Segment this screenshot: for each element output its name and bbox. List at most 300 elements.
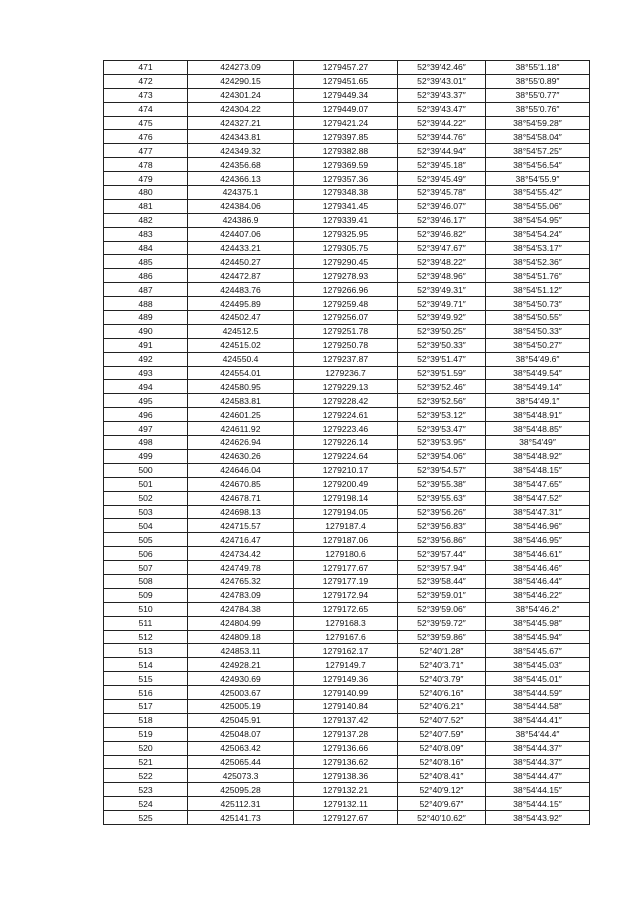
longitude-cell: 38°54′55.9″ xyxy=(486,172,590,186)
latitude-cell: 52°39′53.47″ xyxy=(398,422,486,436)
table-row xyxy=(104,644,590,658)
longitude-cell: 38°54′46.44″ xyxy=(486,574,590,588)
latitude-cell: 52°39′56.83″ xyxy=(398,519,486,533)
longitude-cell: 38°54′55.06″ xyxy=(486,199,590,213)
x-coordinate-cell: 424433.21 xyxy=(188,241,294,255)
table-row xyxy=(104,255,590,269)
y-coordinate-cell: 1279305.75 xyxy=(294,241,398,255)
latitude-cell: 52°39′45.18″ xyxy=(398,158,486,172)
longitude-cell: 38°54′49″ xyxy=(486,436,590,450)
table-row xyxy=(104,213,590,227)
x-coordinate-cell: 424626.94 xyxy=(188,436,294,450)
x-coordinate-cell: 425073.3 xyxy=(188,769,294,783)
y-coordinate-cell: 1279224.61 xyxy=(294,408,398,422)
point-number-cell: 481 xyxy=(104,199,188,213)
latitude-cell: 52°39′46.82″ xyxy=(398,227,486,241)
longitude-cell: 38°54′45.67″ xyxy=(486,644,590,658)
latitude-cell: 52°39′46.17″ xyxy=(398,213,486,227)
y-coordinate-cell: 1279250.78 xyxy=(294,338,398,352)
longitude-cell: 38°54′46.46″ xyxy=(486,561,590,575)
latitude-cell: 52°39′56.86″ xyxy=(398,533,486,547)
point-number-cell: 493 xyxy=(104,366,188,380)
table-row xyxy=(104,352,590,366)
point-number-cell: 505 xyxy=(104,533,188,547)
table-row xyxy=(104,616,590,630)
table-row xyxy=(104,324,590,338)
table-row xyxy=(104,144,590,158)
longitude-cell: 38°54′46.95″ xyxy=(486,533,590,547)
latitude-cell: 52°40′10.62″ xyxy=(398,811,486,825)
longitude-cell: 38°54′50.27″ xyxy=(486,338,590,352)
y-coordinate-cell: 1279180.6 xyxy=(294,547,398,561)
x-coordinate-cell: 424386.9 xyxy=(188,213,294,227)
point-number-cell: 488 xyxy=(104,297,188,311)
table-row xyxy=(104,283,590,297)
latitude-cell: 52°39′45.49″ xyxy=(398,172,486,186)
latitude-cell: 52°40′3.71″ xyxy=(398,658,486,672)
longitude-cell: 38°54′45.98″ xyxy=(486,616,590,630)
table-row xyxy=(104,463,590,477)
x-coordinate-cell: 424502.47 xyxy=(188,311,294,325)
point-number-cell: 471 xyxy=(104,61,188,75)
latitude-cell: 52°40′6.21″ xyxy=(398,699,486,713)
table-row xyxy=(104,130,590,144)
y-coordinate-cell: 1279167.6 xyxy=(294,630,398,644)
table-row xyxy=(104,658,590,672)
y-coordinate-cell: 1279449.07 xyxy=(294,102,398,116)
x-coordinate-cell: 425048.07 xyxy=(188,727,294,741)
table-row xyxy=(104,74,590,88)
latitude-cell: 52°39′54.06″ xyxy=(398,449,486,463)
y-coordinate-cell: 1279421.24 xyxy=(294,116,398,130)
table-row xyxy=(104,116,590,130)
longitude-cell: 38°54′54.24″ xyxy=(486,227,590,241)
point-number-cell: 491 xyxy=(104,338,188,352)
longitude-cell: 38°54′44.15″ xyxy=(486,797,590,811)
point-number-cell: 483 xyxy=(104,227,188,241)
y-coordinate-cell: 1279172.94 xyxy=(294,588,398,602)
y-coordinate-cell: 1279236.7 xyxy=(294,366,398,380)
x-coordinate-cell: 424450.27 xyxy=(188,255,294,269)
x-coordinate-cell: 424580.95 xyxy=(188,380,294,394)
point-number-cell: 495 xyxy=(104,394,188,408)
longitude-cell: 38°54′55.42″ xyxy=(486,186,590,200)
longitude-cell: 38°54′46.22″ xyxy=(486,588,590,602)
x-coordinate-cell: 424327.21 xyxy=(188,116,294,130)
point-number-cell: 477 xyxy=(104,144,188,158)
latitude-cell: 52°39′57.44″ xyxy=(398,547,486,561)
table-row xyxy=(104,199,590,213)
x-coordinate-cell: 424515.02 xyxy=(188,338,294,352)
coordinates-table xyxy=(103,60,590,825)
table-row xyxy=(104,477,590,491)
table-row xyxy=(104,574,590,588)
longitude-cell: 38°54′45.94″ xyxy=(486,630,590,644)
point-number-cell: 521 xyxy=(104,755,188,769)
table-row xyxy=(104,699,590,713)
x-coordinate-cell: 424804.99 xyxy=(188,616,294,630)
table-row xyxy=(104,61,590,75)
longitude-cell: 38°55′0.77″ xyxy=(486,88,590,102)
latitude-cell: 52°39′44.22″ xyxy=(398,116,486,130)
point-number-cell: 480 xyxy=(104,186,188,200)
table-row xyxy=(104,602,590,616)
latitude-cell: 52°39′59.01″ xyxy=(398,588,486,602)
longitude-cell: 38°54′46.61″ xyxy=(486,547,590,561)
point-number-cell: 482 xyxy=(104,213,188,227)
table-row xyxy=(104,186,590,200)
latitude-cell: 52°40′3.79″ xyxy=(398,672,486,686)
y-coordinate-cell: 1279357.36 xyxy=(294,172,398,186)
point-number-cell: 516 xyxy=(104,686,188,700)
x-coordinate-cell: 424304.22 xyxy=(188,102,294,116)
y-coordinate-cell: 1279127.67 xyxy=(294,811,398,825)
table-row xyxy=(104,422,590,436)
table-row xyxy=(104,505,590,519)
point-number-cell: 508 xyxy=(104,574,188,588)
point-number-cell: 478 xyxy=(104,158,188,172)
longitude-cell: 38°54′45.01″ xyxy=(486,672,590,686)
y-coordinate-cell: 1279177.19 xyxy=(294,574,398,588)
x-coordinate-cell: 424495.89 xyxy=(188,297,294,311)
latitude-cell: 52°39′42.46″ xyxy=(398,61,486,75)
y-coordinate-cell: 1279259.48 xyxy=(294,297,398,311)
longitude-cell: 38°54′44.47″ xyxy=(486,769,590,783)
latitude-cell: 52°40′7.52″ xyxy=(398,713,486,727)
longitude-cell: 38°54′44.58″ xyxy=(486,699,590,713)
table-row xyxy=(104,241,590,255)
y-coordinate-cell: 1279198.14 xyxy=(294,491,398,505)
longitude-cell: 38°54′46.2″ xyxy=(486,602,590,616)
y-coordinate-cell: 1279451.65 xyxy=(294,74,398,88)
point-number-cell: 486 xyxy=(104,269,188,283)
longitude-cell: 38°54′44.41″ xyxy=(486,713,590,727)
x-coordinate-cell: 424630.26 xyxy=(188,449,294,463)
latitude-cell: 52°39′52.46″ xyxy=(398,380,486,394)
latitude-cell: 52°39′49.71″ xyxy=(398,297,486,311)
point-number-cell: 507 xyxy=(104,561,188,575)
point-number-cell: 512 xyxy=(104,630,188,644)
point-number-cell: 524 xyxy=(104,797,188,811)
x-coordinate-cell: 424853.11 xyxy=(188,644,294,658)
longitude-cell: 38°54′49.14″ xyxy=(486,380,590,394)
point-number-cell: 503 xyxy=(104,505,188,519)
x-coordinate-cell: 424698.13 xyxy=(188,505,294,519)
longitude-cell: 38°54′49.1″ xyxy=(486,394,590,408)
latitude-cell: 52°40′8.16″ xyxy=(398,755,486,769)
x-coordinate-cell: 425003.67 xyxy=(188,686,294,700)
y-coordinate-cell: 1279149.7 xyxy=(294,658,398,672)
point-number-cell: 499 xyxy=(104,449,188,463)
x-coordinate-cell: 424343.81 xyxy=(188,130,294,144)
table-row xyxy=(104,672,590,686)
latitude-cell: 52°39′55.38″ xyxy=(398,477,486,491)
x-coordinate-cell: 424749.78 xyxy=(188,561,294,575)
x-coordinate-cell: 424384.06 xyxy=(188,199,294,213)
point-number-cell: 519 xyxy=(104,727,188,741)
table-row xyxy=(104,227,590,241)
latitude-cell: 52°39′56.26″ xyxy=(398,505,486,519)
x-coordinate-cell: 424356.68 xyxy=(188,158,294,172)
latitude-cell: 52°39′58.44″ xyxy=(398,574,486,588)
longitude-cell: 38°54′50.73″ xyxy=(486,297,590,311)
point-number-cell: 514 xyxy=(104,658,188,672)
latitude-cell: 52°40′8.41″ xyxy=(398,769,486,783)
x-coordinate-cell: 424375.1 xyxy=(188,186,294,200)
y-coordinate-cell: 1279149.36 xyxy=(294,672,398,686)
point-number-cell: 513 xyxy=(104,644,188,658)
latitude-cell: 52°40′7.59″ xyxy=(398,727,486,741)
table-row xyxy=(104,797,590,811)
longitude-cell: 38°54′44.37″ xyxy=(486,755,590,769)
longitude-cell: 38°54′43.92″ xyxy=(486,811,590,825)
point-number-cell: 489 xyxy=(104,311,188,325)
point-number-cell: 525 xyxy=(104,811,188,825)
table-row xyxy=(104,491,590,505)
longitude-cell: 38°54′53.17″ xyxy=(486,241,590,255)
point-number-cell: 494 xyxy=(104,380,188,394)
latitude-cell: 52°39′44.94″ xyxy=(398,144,486,158)
y-coordinate-cell: 1279210.17 xyxy=(294,463,398,477)
table-row xyxy=(104,311,590,325)
latitude-cell: 52°39′52.56″ xyxy=(398,394,486,408)
y-coordinate-cell: 1279138.36 xyxy=(294,769,398,783)
point-number-cell: 501 xyxy=(104,477,188,491)
table-row xyxy=(104,755,590,769)
x-coordinate-cell: 424670.85 xyxy=(188,477,294,491)
latitude-cell: 52°39′59.86″ xyxy=(398,630,486,644)
latitude-cell: 52°40′1.28″ xyxy=(398,644,486,658)
point-number-cell: 498 xyxy=(104,436,188,450)
longitude-cell: 38°55′0.89″ xyxy=(486,74,590,88)
y-coordinate-cell: 1279162.17 xyxy=(294,644,398,658)
latitude-cell: 52°39′49.31″ xyxy=(398,283,486,297)
latitude-cell: 52°39′43.47″ xyxy=(398,102,486,116)
y-coordinate-cell: 1279256.07 xyxy=(294,311,398,325)
x-coordinate-cell: 425005.19 xyxy=(188,699,294,713)
x-coordinate-cell: 424783.09 xyxy=(188,588,294,602)
y-coordinate-cell: 1279177.67 xyxy=(294,561,398,575)
x-coordinate-cell: 424550.4 xyxy=(188,352,294,366)
longitude-cell: 38°54′51.12″ xyxy=(486,283,590,297)
longitude-cell: 38°54′57.25″ xyxy=(486,144,590,158)
longitude-cell: 38°54′47.65″ xyxy=(486,477,590,491)
point-number-cell: 523 xyxy=(104,783,188,797)
table-row xyxy=(104,547,590,561)
latitude-cell: 52°39′54.57″ xyxy=(398,463,486,477)
y-coordinate-cell: 1279140.99 xyxy=(294,686,398,700)
x-coordinate-cell: 424407.06 xyxy=(188,227,294,241)
y-coordinate-cell: 1279140.84 xyxy=(294,699,398,713)
longitude-cell: 38°54′48.85″ xyxy=(486,422,590,436)
latitude-cell: 52°40′9.67″ xyxy=(398,797,486,811)
y-coordinate-cell: 1279187.06 xyxy=(294,533,398,547)
longitude-cell: 38°54′51.76″ xyxy=(486,269,590,283)
point-number-cell: 476 xyxy=(104,130,188,144)
x-coordinate-cell: 424554.01 xyxy=(188,366,294,380)
latitude-cell: 52°40′6.16″ xyxy=(398,686,486,700)
y-coordinate-cell: 1279132.21 xyxy=(294,783,398,797)
point-number-cell: 509 xyxy=(104,588,188,602)
y-coordinate-cell: 1279382.88 xyxy=(294,144,398,158)
table-row xyxy=(104,588,590,602)
y-coordinate-cell: 1279339.41 xyxy=(294,213,398,227)
table-row xyxy=(104,533,590,547)
x-coordinate-cell: 424472.87 xyxy=(188,269,294,283)
y-coordinate-cell: 1279325.95 xyxy=(294,227,398,241)
table-row xyxy=(104,394,590,408)
table-row xyxy=(104,380,590,394)
table-row xyxy=(104,741,590,755)
longitude-cell: 38°54′45.03″ xyxy=(486,658,590,672)
x-coordinate-cell: 424784.38 xyxy=(188,602,294,616)
latitude-cell: 52°39′53.12″ xyxy=(398,408,486,422)
longitude-cell: 38°54′48.92″ xyxy=(486,449,590,463)
x-coordinate-cell: 425045.91 xyxy=(188,713,294,727)
latitude-cell: 52°39′47.67″ xyxy=(398,241,486,255)
latitude-cell: 52°39′50.25″ xyxy=(398,324,486,338)
latitude-cell: 52°39′49.92″ xyxy=(398,311,486,325)
longitude-cell: 38°54′59.28″ xyxy=(486,116,590,130)
x-coordinate-cell: 425063.42 xyxy=(188,741,294,755)
latitude-cell: 52°39′50.33″ xyxy=(398,338,486,352)
x-coordinate-cell: 424583.81 xyxy=(188,394,294,408)
longitude-cell: 38°54′48.15″ xyxy=(486,463,590,477)
point-number-cell: 487 xyxy=(104,283,188,297)
point-number-cell: 506 xyxy=(104,547,188,561)
table-row xyxy=(104,408,590,422)
longitude-cell: 38°54′44.15″ xyxy=(486,783,590,797)
x-coordinate-cell: 424928.21 xyxy=(188,658,294,672)
longitude-cell: 38°54′54.95″ xyxy=(486,213,590,227)
point-number-cell: 475 xyxy=(104,116,188,130)
latitude-cell: 52°39′43.01″ xyxy=(398,74,486,88)
y-coordinate-cell: 1279341.45 xyxy=(294,199,398,213)
longitude-cell: 38°54′56.54″ xyxy=(486,158,590,172)
latitude-cell: 52°39′53.95″ xyxy=(398,436,486,450)
y-coordinate-cell: 1279224.64 xyxy=(294,449,398,463)
table-row xyxy=(104,561,590,575)
longitude-cell: 38°54′46.96″ xyxy=(486,519,590,533)
y-coordinate-cell: 1279187.4 xyxy=(294,519,398,533)
point-number-cell: 479 xyxy=(104,172,188,186)
x-coordinate-cell: 424716.47 xyxy=(188,533,294,547)
y-coordinate-cell: 1279226.14 xyxy=(294,436,398,450)
table-row xyxy=(104,172,590,186)
latitude-cell: 52°39′59.72″ xyxy=(398,616,486,630)
x-coordinate-cell: 425112.31 xyxy=(188,797,294,811)
latitude-cell: 52°40′8.09″ xyxy=(398,741,486,755)
x-coordinate-cell: 425141.73 xyxy=(188,811,294,825)
x-coordinate-cell: 424349.32 xyxy=(188,144,294,158)
y-coordinate-cell: 1279172.65 xyxy=(294,602,398,616)
x-coordinate-cell: 424611.92 xyxy=(188,422,294,436)
table-row xyxy=(104,158,590,172)
table-row xyxy=(104,366,590,380)
y-coordinate-cell: 1279237.87 xyxy=(294,352,398,366)
y-coordinate-cell: 1279137.28 xyxy=(294,727,398,741)
latitude-cell: 52°39′44.76″ xyxy=(398,130,486,144)
longitude-cell: 38°54′48.91″ xyxy=(486,408,590,422)
x-coordinate-cell: 424483.76 xyxy=(188,283,294,297)
point-number-cell: 472 xyxy=(104,74,188,88)
y-coordinate-cell: 1279132.11 xyxy=(294,797,398,811)
x-coordinate-cell: 424765.32 xyxy=(188,574,294,588)
point-number-cell: 520 xyxy=(104,741,188,755)
x-coordinate-cell: 424601.25 xyxy=(188,408,294,422)
table-row xyxy=(104,88,590,102)
point-number-cell: 492 xyxy=(104,352,188,366)
latitude-cell: 52°39′45.78″ xyxy=(398,186,486,200)
longitude-cell: 38°54′58.04″ xyxy=(486,130,590,144)
table-row xyxy=(104,727,590,741)
y-coordinate-cell: 1279251.78 xyxy=(294,324,398,338)
y-coordinate-cell: 1279136.62 xyxy=(294,755,398,769)
table-row xyxy=(104,269,590,283)
point-number-cell: 515 xyxy=(104,672,188,686)
point-number-cell: 511 xyxy=(104,616,188,630)
latitude-cell: 52°39′51.47″ xyxy=(398,352,486,366)
point-number-cell: 496 xyxy=(104,408,188,422)
y-coordinate-cell: 1279223.46 xyxy=(294,422,398,436)
point-number-cell: 522 xyxy=(104,769,188,783)
x-coordinate-cell: 424715.57 xyxy=(188,519,294,533)
y-coordinate-cell: 1279168.3 xyxy=(294,616,398,630)
table-row xyxy=(104,338,590,352)
latitude-cell: 52°39′57.94″ xyxy=(398,561,486,575)
latitude-cell: 52°40′9.12″ xyxy=(398,783,486,797)
table-row xyxy=(104,686,590,700)
x-coordinate-cell: 424646.04 xyxy=(188,463,294,477)
longitude-cell: 38°54′52.36″ xyxy=(486,255,590,269)
y-coordinate-cell: 1279137.42 xyxy=(294,713,398,727)
table-row xyxy=(104,297,590,311)
table-row xyxy=(104,811,590,825)
x-coordinate-cell: 424273.09 xyxy=(188,61,294,75)
point-number-cell: 517 xyxy=(104,699,188,713)
latitude-cell: 52°39′48.22″ xyxy=(398,255,486,269)
coordinates-table-body xyxy=(104,61,590,825)
longitude-cell: 38°54′44.59″ xyxy=(486,686,590,700)
longitude-cell: 38°54′47.52″ xyxy=(486,491,590,505)
y-coordinate-cell: 1279229.13 xyxy=(294,380,398,394)
longitude-cell: 38°54′49.6″ xyxy=(486,352,590,366)
point-number-cell: 497 xyxy=(104,422,188,436)
y-coordinate-cell: 1279369.59 xyxy=(294,158,398,172)
longitude-cell: 38°54′44.4″ xyxy=(486,727,590,741)
longitude-cell: 38°54′44.37″ xyxy=(486,741,590,755)
table-row xyxy=(104,102,590,116)
point-number-cell: 473 xyxy=(104,88,188,102)
longitude-cell: 38°55′1.18″ xyxy=(486,61,590,75)
x-coordinate-cell: 424809.18 xyxy=(188,630,294,644)
table-row xyxy=(104,783,590,797)
point-number-cell: 504 xyxy=(104,519,188,533)
x-coordinate-cell: 424678.71 xyxy=(188,491,294,505)
longitude-cell: 38°54′47.31″ xyxy=(486,505,590,519)
y-coordinate-cell: 1279200.49 xyxy=(294,477,398,491)
latitude-cell: 52°39′51.59″ xyxy=(398,366,486,380)
x-coordinate-cell: 424930.69 xyxy=(188,672,294,686)
table-row xyxy=(104,713,590,727)
longitude-cell: 38°54′49.54″ xyxy=(486,366,590,380)
x-coordinate-cell: 424301.24 xyxy=(188,88,294,102)
y-coordinate-cell: 1279278.93 xyxy=(294,269,398,283)
point-number-cell: 500 xyxy=(104,463,188,477)
table-row xyxy=(104,630,590,644)
latitude-cell: 52°39′43.37″ xyxy=(398,88,486,102)
longitude-cell: 38°54′50.55″ xyxy=(486,311,590,325)
